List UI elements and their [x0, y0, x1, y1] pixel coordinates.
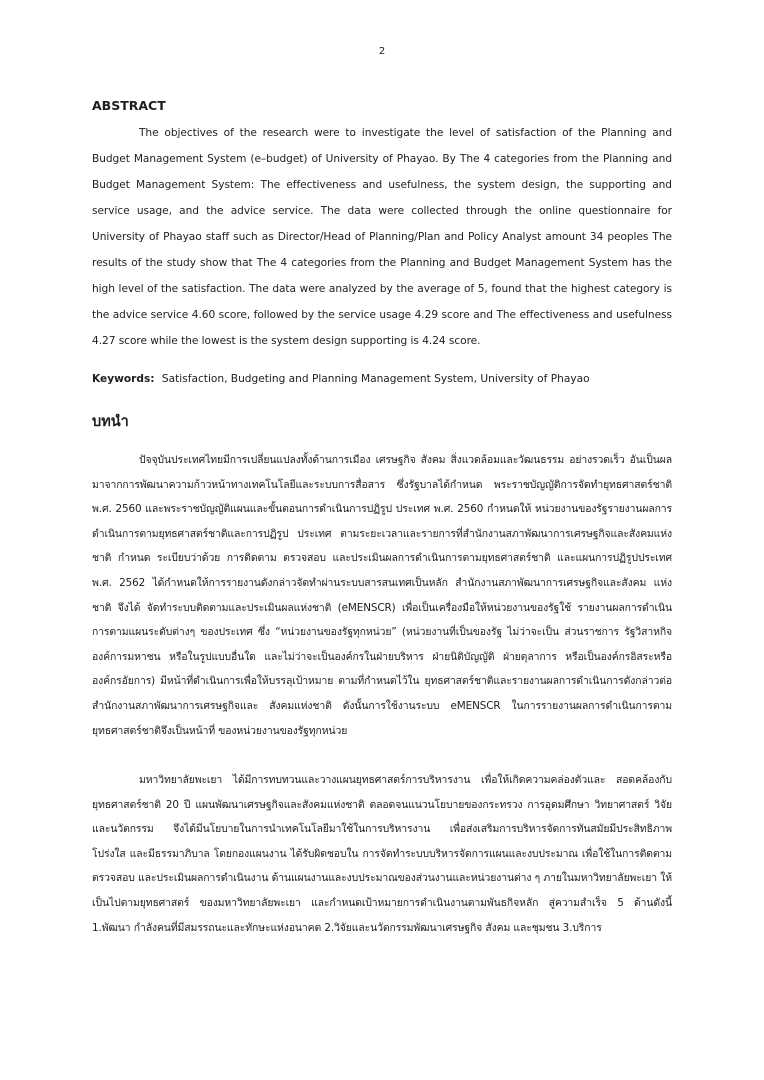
introduction-paragraph-1: ปัจจุบันประเทศไทยมีการเปลี่ยนแปลงทั้งด้านการเมือง เศรษฐกิจ สังคม สิ่งแวดล้อมและวัฒนธรรม อย่างรวดเร็ว อันเป็นผลมาจากการพัฒนาความก้าวหน้าทางเทคโนโลยีและระบบการสื่อสาร ซึ่งรัฐบาลได้กำหนด พระราชบัญญัติการจัดทำยุทธศาสตร์ชาติ พ.ศ. 2560 และพระราชบัญญัติแผนและขั้นตอนการดำเนินการปฏิรูป ประเทศ พ.ศ. 2560 กำหนดให้ หน่วยงานของรัฐรายงานผลการดำเนินการตามยุทธศาสตร์ชาติและการปฏิรูป ประเทศ ตามระยะเวลาและรายการที่สำนักงานสภาพัฒนาการเศรษฐกิจและสังคมแห่งชาติ กำหนด ระเบียบว่าด้วย การติดตาม ตรวจสอบ และประเมินผลการดำเนินการตามยุทธศาสตร์ชาติ และแผนการปฏิรูปประเทศ พ.ศ. 2562 ได้กำหนดให้การรายงานดังกล่าวจัดทำผ่านระบบสารสนเทศเป็นหลัก สำนักงานสภาพัฒนาการเศรษฐกิจและสังคม แห่งชาติ จึงได้ จัดทำระบบติดตามและประเมินผลแห่งชาติ (eMENSCR) เพื่อเป็นเครื่องมือให้หน่วยงานของรัฐใช้ รายงานผลการดำเนินการตามแผนระดับต่างๆ ของประเทศ ซึ่ง “หน่วยงานของรัฐทุกหน่วย” (หน่วยงานที่เป็นของรัฐ ไม่ว่าจะเป็น ส่วนราชการ รัฐวิสาหกิจ องค์การมหาชน หรือในรูปแบบอื่นใด และไม่ว่าจะเป็นองค์กรในฝ่ายบริหาร ฝ่ายนิติบัญญัติ ฝ่ายตุลาการ หรือเป็นองค์กรอิสระหรือองค์กรอัยการ) มีหน้าที่ดำเนินการเพื่อให้บรรลุเป้าหมาย ตามที่กำหนดไว้ใน ยุทธศาสตร์ชาติและรายงานผลการดำเนินการดังกล่าวต่อสำนักงานสภาพัฒนาการเศรษฐกิจและ สังคมแห่งชาติ ดังนั้นการใช้งานระบบ eMENSCR ในการรายงานผลการดำเนินการตามยุทธศาสตร์ชาติจึงเป็นหน้าที่ ของหน่วยงานของรัฐทุกหน่วย — [92, 454, 672, 737]
abstract-body: The objectives of the research were to investigate the level of satisfaction of the Planning and Budget Management System (e–budget) of University of Phayao. By The 4 categories from the Planning and Budget Management System: The effectiveness and usefulness, the system design, the supporting and service usage, and the advice service. The data were collected through the online questionnaire for University of Phayao staff such as Director/Head of Planning/Plan and Policy Analyst amount 34 peoples The results of the study show that The 4 categories from the Planning and Budget Management System has the high level of the satisfaction. The data were analyzed by the average of 5, found that the highest category is the advice service 4.60 score, followed by the service usage 4.29 score and The effectiveness and usefulness 4.27 score while the lowest is the system design supporting is 4.24 score. — [92, 127, 672, 347]
page-number: 2 — [378, 46, 386, 57]
keywords-value: Satisfaction, Budgeting and Planning Management System, University of Phayao — [161, 373, 590, 385]
introduction-heading: บทนำ — [92, 414, 129, 430]
abstract-heading: ABSTRACT — [92, 98, 166, 113]
introduction-paragraph-2: มหาวิทยาลัยพะเยา ได้มีการทบทวนและวางแผนยุทธศาสตร์การบริหารงาน เพื่อให้เกิดความคล่องตัวและ สอดคล้องกับยุทธศาสตร์ชาติ 20 ปี แผนพัฒนาเศรษฐกิจและสังคมแห่งชาติ ตลอดจนแนวนโยบายของกระทรวง การอุดมศึกษา วิทยาศาสตร์ วิจัยและนวัตกรรม จึงได้มีนโยบายในการนำเทคโนโลยีมาใช้ในการบริหารงาน เพื่อส่งเสริมการบริหารจัดการทันสมัยมีประสิทธิภาพ โปร่งใส และมีธรรมาภิบาล โดยกองแผนงาน ได้รับผิดชอบใน การจัดทำระบบบริหารจัดการแผนและงบประมาณ เพื่อใช้ในการติดตาม ตรวจสอบ และประเมินผลการดำเนินงาน ด้านแผนงานและงบประมาณของส่วนงานและหน่วยงานต่าง ๆ ภายในมหาวิทยาลัยพะเยา ให้เป็นไปตามยุทธศาสตร์ ของมหาวิทยาลัยพะเยา และกำหนดเป้าหมายการดำเนินงานตามพันธกิจหลัก สู่ความสำเร็จ 5 ด้านดังนี้ 1.พัฒนา กำลังคนที่มีสมรรถนะและทักษะแห่งอนาคต 2.วิจัยและนวัตกรรมพัฒนาเศรษฐกิจ สังคม และชุมชน 3.บริการ — [92, 774, 672, 934]
keywords-label: Keywords: — [92, 373, 155, 385]
keywords-line — [92, 366, 672, 392]
